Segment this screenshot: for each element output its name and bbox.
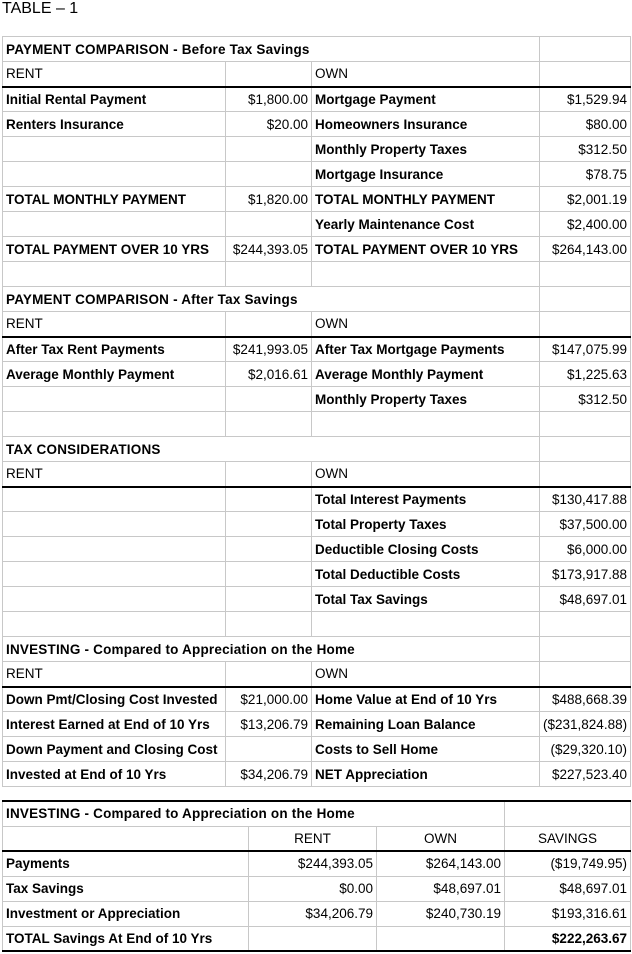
summary-row-label: Tax Savings xyxy=(3,876,249,901)
rent-item-value xyxy=(226,512,312,537)
blank-cell xyxy=(540,612,631,637)
blank-cell xyxy=(540,37,631,62)
own-item-label: Deductible Closing Costs xyxy=(312,537,540,562)
table-row xyxy=(3,851,631,876)
table-row xyxy=(3,387,631,412)
table-row xyxy=(3,137,631,162)
own-item-value: $6,000.00 xyxy=(540,537,631,562)
table-row xyxy=(3,112,631,137)
table-row xyxy=(3,187,631,212)
rent-column-label: RENT xyxy=(3,312,226,337)
own-item-label: Costs to Sell Home xyxy=(312,737,540,762)
summary-header: INVESTING - Compared to Appreciation on the Home xyxy=(3,801,505,826)
own-item-label: NET Appreciation xyxy=(312,762,540,787)
blank-cell xyxy=(540,312,631,337)
rent-column-label: RENT xyxy=(3,62,226,87)
own-item-label: Mortgage Payment xyxy=(312,87,540,112)
table-row xyxy=(3,237,631,262)
blank-cell xyxy=(226,62,312,87)
rent-item-label xyxy=(3,512,226,537)
own-item-label: Average Monthly Payment xyxy=(312,362,540,387)
table-row xyxy=(3,537,631,562)
spacer-row xyxy=(3,412,631,437)
rent-value: $244,393.05 xyxy=(249,851,377,876)
after-tax-header-row xyxy=(3,287,631,312)
own-item-label: Home Value at End of 10 Yrs xyxy=(312,687,540,712)
before-tax-header: PAYMENT COMPARISON - Before Tax Savings xyxy=(3,37,540,62)
own-item-value: $2,001.19 xyxy=(540,187,631,212)
comparison-table xyxy=(2,36,631,787)
summary-row-label: Investment or Appreciation xyxy=(3,901,249,926)
own-item-value: $37,500.00 xyxy=(540,512,631,537)
blank-cell xyxy=(312,262,540,287)
own-column-label: OWN xyxy=(312,62,540,87)
own-item-label: Total Tax Savings xyxy=(312,587,540,612)
own-item-value: $48,697.01 xyxy=(540,587,631,612)
blank-cell xyxy=(312,412,540,437)
own-item-value: $488,668.39 xyxy=(540,687,631,712)
rent-item-value xyxy=(226,587,312,612)
table-row xyxy=(3,687,631,712)
table-row xyxy=(3,587,631,612)
blank-cell xyxy=(226,612,312,637)
rent-item-value: $21,000.00 xyxy=(226,687,312,712)
table-row xyxy=(3,762,631,787)
rent-item-value xyxy=(226,162,312,187)
own-item-label: Homeowners Insurance xyxy=(312,112,540,137)
rent-column-label: RENT xyxy=(3,462,226,487)
rent-item-label: Down Pmt/Closing Cost Invested xyxy=(3,687,226,712)
own-column-label: OWN xyxy=(312,312,540,337)
table-row xyxy=(3,712,631,737)
savings-value: $48,697.01 xyxy=(505,876,631,901)
own-item-value: $80.00 xyxy=(540,112,631,137)
own-value: $48,697.01 xyxy=(377,876,505,901)
own-item-value: $147,075.99 xyxy=(540,337,631,362)
blank-cell xyxy=(226,462,312,487)
summary-row-label: TOTAL Savings At End of 10 Yrs xyxy=(3,926,249,951)
blank-cell xyxy=(540,637,631,662)
own-value: $264,143.00 xyxy=(377,851,505,876)
savings-value: $193,316.61 xyxy=(505,901,631,926)
rent-item-label: Average Monthly Payment xyxy=(3,362,226,387)
rent-item-value xyxy=(226,562,312,587)
table-row xyxy=(3,487,631,512)
rent-item-value: $1,820.00 xyxy=(226,187,312,212)
summary-row-label: Payments xyxy=(3,851,249,876)
before-tax-header-row xyxy=(3,37,631,62)
own-item-label: Monthly Property Taxes xyxy=(312,137,540,162)
table-row xyxy=(3,162,631,187)
savings-column-label: SAVINGS xyxy=(505,826,631,851)
rent-item-label: TOTAL PAYMENT OVER 10 YRS xyxy=(3,237,226,262)
blank-cell xyxy=(540,287,631,312)
rent-item-value: $13,206.79 xyxy=(226,712,312,737)
blank-cell xyxy=(540,262,631,287)
blank-cell xyxy=(226,412,312,437)
blank-cell xyxy=(226,262,312,287)
rent-item-label xyxy=(3,387,226,412)
summary-header-row xyxy=(3,801,631,826)
rent-item-label xyxy=(3,487,226,512)
own-column-label: OWN xyxy=(312,462,540,487)
rent-item-label: Interest Earned at End of 10 Yrs xyxy=(3,712,226,737)
own-item-label: TOTAL MONTHLY PAYMENT xyxy=(312,187,540,212)
table-row xyxy=(3,901,631,926)
rent-item-value: $20.00 xyxy=(226,112,312,137)
own-item-value: $227,523.40 xyxy=(540,762,631,787)
rent-item-label: TOTAL MONTHLY PAYMENT xyxy=(3,187,226,212)
own-item-label: Yearly Maintenance Cost xyxy=(312,212,540,237)
rent-item-value xyxy=(226,537,312,562)
own-item-value: $1,225.63 xyxy=(540,362,631,387)
rent-item-value: $241,993.05 xyxy=(226,337,312,362)
own-value xyxy=(377,926,505,951)
after-tax-header: PAYMENT COMPARISON - After Tax Savings xyxy=(3,287,540,312)
rent-item-label xyxy=(3,537,226,562)
rent-value: $0.00 xyxy=(249,876,377,901)
own-item-label: Monthly Property Taxes xyxy=(312,387,540,412)
own-item-value: $173,917.88 xyxy=(540,562,631,587)
own-item-label: Mortgage Insurance xyxy=(312,162,540,187)
blank-cell xyxy=(540,62,631,87)
own-item-value: $2,400.00 xyxy=(540,212,631,237)
tax-considerations-subheader-row xyxy=(3,462,631,487)
blank-cell xyxy=(3,826,249,851)
savings-summary-table xyxy=(2,800,631,952)
savings-value: ($19,749.95) xyxy=(505,851,631,876)
rent-item-label xyxy=(3,587,226,612)
rent-item-value: $1,800.00 xyxy=(226,87,312,112)
table-row xyxy=(3,562,631,587)
blank-cell xyxy=(3,612,226,637)
table-row xyxy=(3,87,631,112)
own-item-value: $78.75 xyxy=(540,162,631,187)
own-item-value: $312.50 xyxy=(540,387,631,412)
rent-item-value xyxy=(226,737,312,762)
rent-item-value: $244,393.05 xyxy=(226,237,312,262)
investing-header-row xyxy=(3,637,631,662)
table-row xyxy=(3,212,631,237)
rent-item-value xyxy=(226,137,312,162)
table-row xyxy=(3,337,631,362)
rent-item-label: Down Payment and Closing Cost xyxy=(3,737,226,762)
own-item-value: $1,529.94 xyxy=(540,87,631,112)
own-item-value: ($231,824.88) xyxy=(540,712,631,737)
savings-value: $222,263.67 xyxy=(505,926,631,951)
rent-item-value xyxy=(226,212,312,237)
blank-cell xyxy=(226,662,312,687)
summary-columns-row xyxy=(3,826,631,851)
rent-value: $34,206.79 xyxy=(249,901,377,926)
blank-cell xyxy=(3,412,226,437)
blank-cell xyxy=(226,312,312,337)
rent-item-value: $34,206.79 xyxy=(226,762,312,787)
own-item-value: $312.50 xyxy=(540,137,631,162)
own-item-label: Total Deductible Costs xyxy=(312,562,540,587)
blank-cell xyxy=(540,412,631,437)
spacer-row xyxy=(3,612,631,637)
rent-item-label: After Tax Rent Payments xyxy=(3,337,226,362)
before-tax-subheader-row xyxy=(3,62,631,87)
investing-subheader-row xyxy=(3,662,631,687)
rent-column-label: RENT xyxy=(249,826,377,851)
table-row xyxy=(3,876,631,901)
own-item-label: After Tax Mortgage Payments xyxy=(312,337,540,362)
rent-item-label xyxy=(3,137,226,162)
rent-item-label: Invested at End of 10 Yrs xyxy=(3,762,226,787)
table-row xyxy=(3,512,631,537)
after-tax-subheader-row xyxy=(3,312,631,337)
own-item-value: $264,143.00 xyxy=(540,237,631,262)
rent-item-label xyxy=(3,162,226,187)
rent-item-label xyxy=(3,562,226,587)
rent-item-label xyxy=(3,212,226,237)
rent-item-value xyxy=(226,487,312,512)
table-row xyxy=(3,362,631,387)
blank-cell xyxy=(3,262,226,287)
rent-item-label: Initial Rental Payment xyxy=(3,87,226,112)
own-item-value: $130,417.88 xyxy=(540,487,631,512)
rent-item-label: Renters Insurance xyxy=(3,112,226,137)
own-value: $240,730.19 xyxy=(377,901,505,926)
tax-considerations-header-row xyxy=(3,437,631,462)
tax-considerations-header: TAX CONSIDERATIONS xyxy=(3,437,540,462)
blank-cell xyxy=(540,462,631,487)
own-item-label: Total Interest Payments xyxy=(312,487,540,512)
own-item-value: ($29,320.10) xyxy=(540,737,631,762)
table-row xyxy=(3,926,631,951)
blank-cell xyxy=(505,801,631,826)
rent-item-value xyxy=(226,387,312,412)
blank-cell xyxy=(540,437,631,462)
page-title: TABLE – 1 xyxy=(2,0,79,17)
own-item-label: Remaining Loan Balance xyxy=(312,712,540,737)
own-column-label: OWN xyxy=(312,662,540,687)
own-column-label: OWN xyxy=(377,826,505,851)
rent-column-label: RENT xyxy=(3,662,226,687)
rent-item-value: $2,016.61 xyxy=(226,362,312,387)
blank-cell xyxy=(540,662,631,687)
own-item-label: TOTAL PAYMENT OVER 10 YRS xyxy=(312,237,540,262)
blank-cell xyxy=(312,612,540,637)
own-item-label: Total Property Taxes xyxy=(312,512,540,537)
spacer-row xyxy=(3,262,631,287)
rent-value xyxy=(249,926,377,951)
investing-header: INVESTING - Compared to Appreciation on the Home xyxy=(3,637,540,662)
table-row xyxy=(3,737,631,762)
